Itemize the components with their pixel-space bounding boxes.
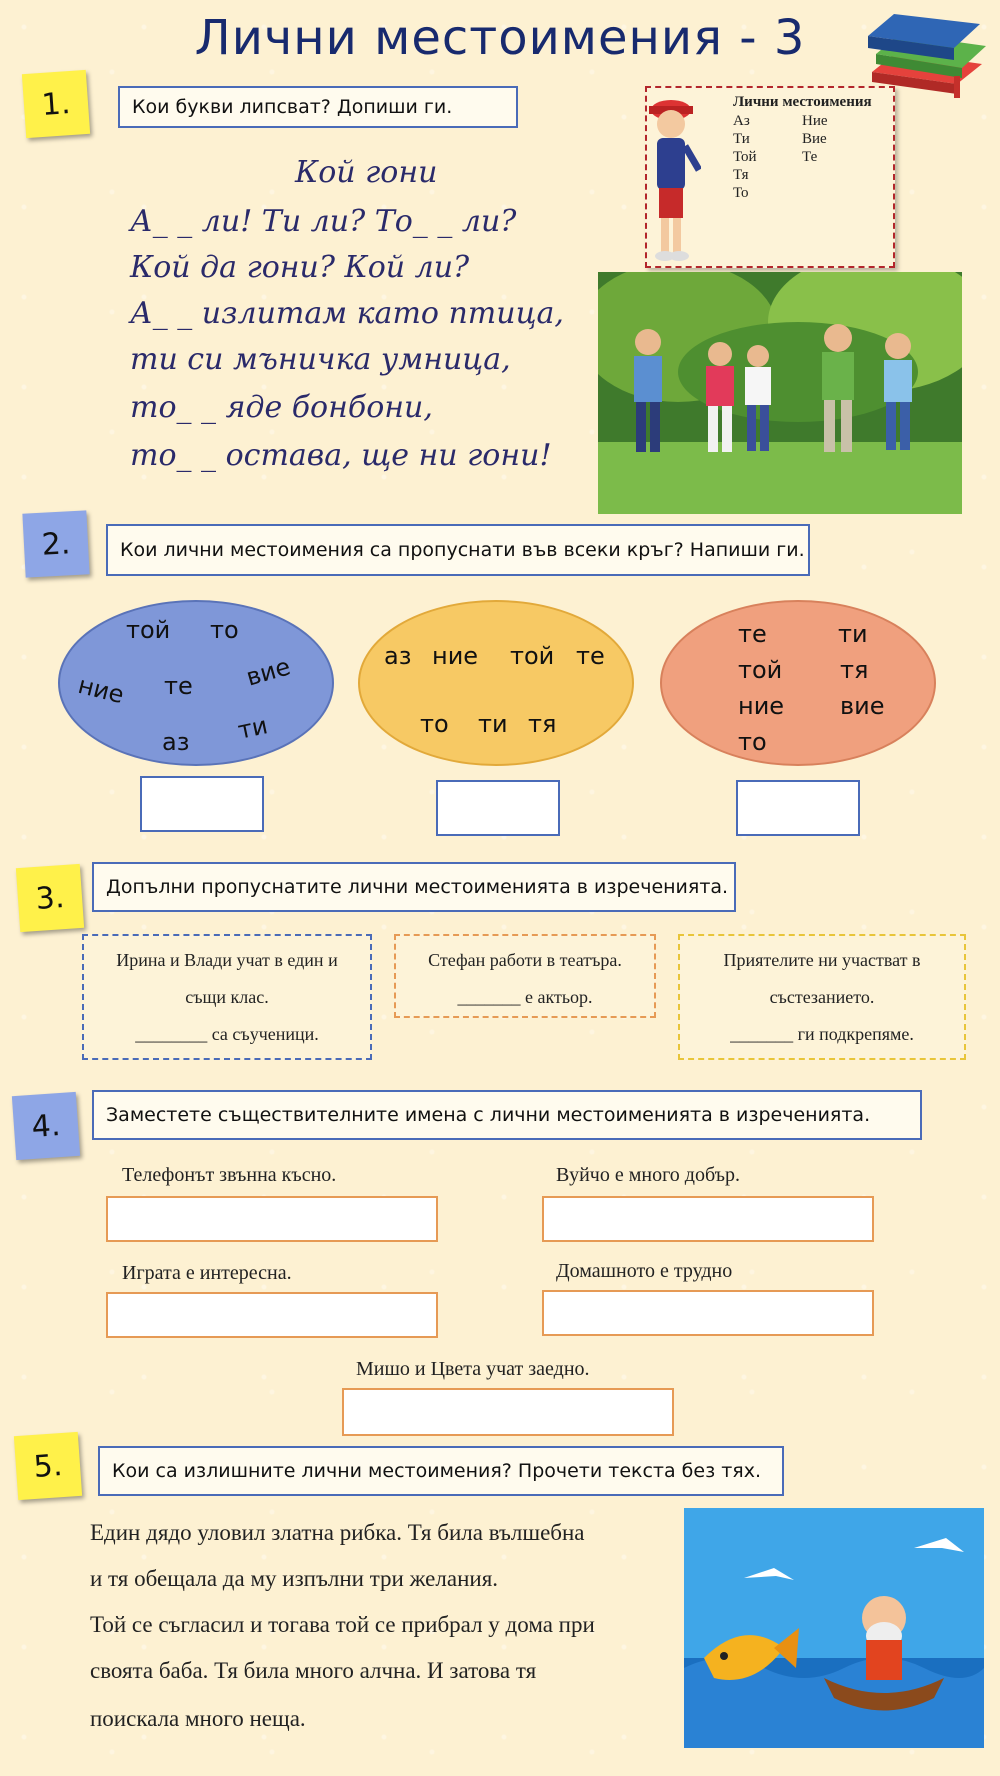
page-title: Лични местоимения - 3 xyxy=(194,10,806,66)
goldfish-fisherman-illustration xyxy=(684,1508,984,1748)
story-line-3: Той се съгласил и тогава той се прибрал у дома при xyxy=(90,1612,595,1637)
ellipse1-word: ти xyxy=(235,711,271,745)
sentence-box-1-line: Ирина и Влади учат в един и xyxy=(116,950,338,970)
boy-cap-illustration xyxy=(641,90,701,266)
sentence-box-3-line: Приятелите ни участват в xyxy=(723,950,921,970)
legend-te: Те xyxy=(802,149,818,165)
section-1-number: 1. xyxy=(22,70,90,138)
ellipse3-word: ние xyxy=(738,692,785,720)
ellipse3-word: тя xyxy=(840,656,869,684)
sentence-box-1 xyxy=(82,934,372,1060)
story-line-1: Един дядо уловил златна рибка. Тя била вълшебна xyxy=(90,1520,585,1545)
sentence-misho-tsveta: Мишо и Цвета учат заедно. xyxy=(356,1358,590,1380)
ellipse2-word: ти xyxy=(478,710,508,738)
pronoun-circle-yellow xyxy=(358,600,634,766)
sentence-telefon: Телефонът звънна късно. xyxy=(122,1164,337,1186)
answer-field-telefon[interactable] xyxy=(106,1196,438,1242)
section-1-instruction: Кои букви липсват? Допиши ги. xyxy=(118,86,518,128)
sentence-box-2-line: _______ е актьор. xyxy=(457,987,593,1007)
story-line-4: своята баба. Тя била много алчна. И затова тя xyxy=(90,1658,537,1683)
ellipse1-word: аз xyxy=(162,728,190,756)
section-3-number: 3. xyxy=(16,864,84,932)
sentence-box-1-line: ________ са съученици. xyxy=(135,1024,319,1044)
legend-to: То xyxy=(733,185,749,201)
answer-box-salmon[interactable] xyxy=(736,780,860,836)
poem-line-6: то_ _ остава, ще ни гони! xyxy=(130,438,552,473)
pronoun-circle-salmon xyxy=(660,600,936,766)
answer-field-misho-tsveta[interactable] xyxy=(342,1388,674,1436)
ellipse3-word: те xyxy=(738,620,767,648)
sentence-domashnoto: Домашното е трудно xyxy=(556,1260,733,1282)
section-2-number: 2. xyxy=(22,510,89,577)
answer-box-yellow[interactable] xyxy=(436,780,560,836)
poem-line-5: то_ _ яде бонбони, xyxy=(130,390,433,425)
answer-field-domashnoto[interactable] xyxy=(542,1290,874,1336)
section-4-instruction: Заместете съществителните имена с лични местоименията в изреченията. xyxy=(92,1090,922,1140)
ellipse1-word: ние xyxy=(75,670,127,710)
legend-heading: Лични местоимения xyxy=(733,94,872,110)
sentence-box-3-line: _______ ги подкрепяме. xyxy=(730,1024,914,1044)
ellipse2-word: той xyxy=(510,642,555,670)
ellipse3-word: то xyxy=(738,728,767,756)
legend-nie: Ние xyxy=(802,113,828,129)
story-line-5: поискала много неща. xyxy=(90,1706,306,1731)
answer-box-blue[interactable] xyxy=(140,776,264,832)
sentence-igrata: Играта е интересна. xyxy=(122,1262,292,1284)
sentence-box-3-line: състезанието. xyxy=(769,987,875,1007)
ellipse2-word: те xyxy=(576,642,605,670)
legend-tya: Тя xyxy=(733,167,749,183)
section-5-instruction: Кои са излишните лични местоимения? Прочети текста без тях. xyxy=(98,1446,784,1496)
section-3-instruction: Допълни пропуснатите лични местоименията в изреченията. xyxy=(92,862,736,912)
legend-toy: Той xyxy=(733,149,757,165)
answer-field-igrata[interactable] xyxy=(106,1292,438,1338)
ellipse2-word: тя xyxy=(528,710,557,738)
ellipse3-word: той xyxy=(738,656,783,684)
children-running-photo xyxy=(598,272,962,514)
sentence-box-1-line: същи клас. xyxy=(185,987,269,1007)
ellipse3-word: ти xyxy=(838,620,868,648)
ellipse2-word: аз xyxy=(384,642,412,670)
ellipse3-word: вие xyxy=(840,692,885,720)
answer-field-vuycho[interactable] xyxy=(542,1196,874,1242)
ellipse1-word: те xyxy=(164,672,193,700)
story-line-2: и тя обещала да му изпълни три желания. xyxy=(90,1566,499,1591)
poem-line-3: А_ _ излитам като птица, xyxy=(130,296,564,331)
legend-vie: Вие xyxy=(802,131,827,147)
sentence-box-2-line: Стефан работи в театъра. xyxy=(428,950,622,970)
ellipse1-word: вие xyxy=(243,652,294,692)
section-2-instruction: Кои лични местоимения са пропуснати във всеки кръг? Напиши ги. xyxy=(106,524,810,576)
poem-line-4: ти си мъничка умница, xyxy=(130,342,511,377)
sentence-box-3 xyxy=(678,934,966,1060)
pronoun-circle-blue xyxy=(58,600,334,766)
section-5-number: 5. xyxy=(14,1432,82,1500)
poem-line-1: А_ _ ли! Ти ли? То_ _ ли? xyxy=(130,204,517,239)
ellipse2-word: ние xyxy=(432,642,479,670)
sentence-vuycho: Вуйчо е много добър. xyxy=(556,1164,740,1186)
ellipse1-word: той xyxy=(126,616,171,644)
sentence-box-2 xyxy=(394,934,656,1018)
poem-line-2: Кой да гони? Кой ли? xyxy=(130,250,470,285)
pronoun-legend-card xyxy=(645,86,895,268)
ellipse2-word: то xyxy=(420,710,449,738)
legend-az: Аз xyxy=(733,113,750,129)
section-4-number: 4. xyxy=(12,1092,80,1160)
ellipse1-word: то xyxy=(210,616,239,644)
poem-title: Кой гони xyxy=(295,155,438,190)
legend-ti: Ти xyxy=(733,131,750,147)
